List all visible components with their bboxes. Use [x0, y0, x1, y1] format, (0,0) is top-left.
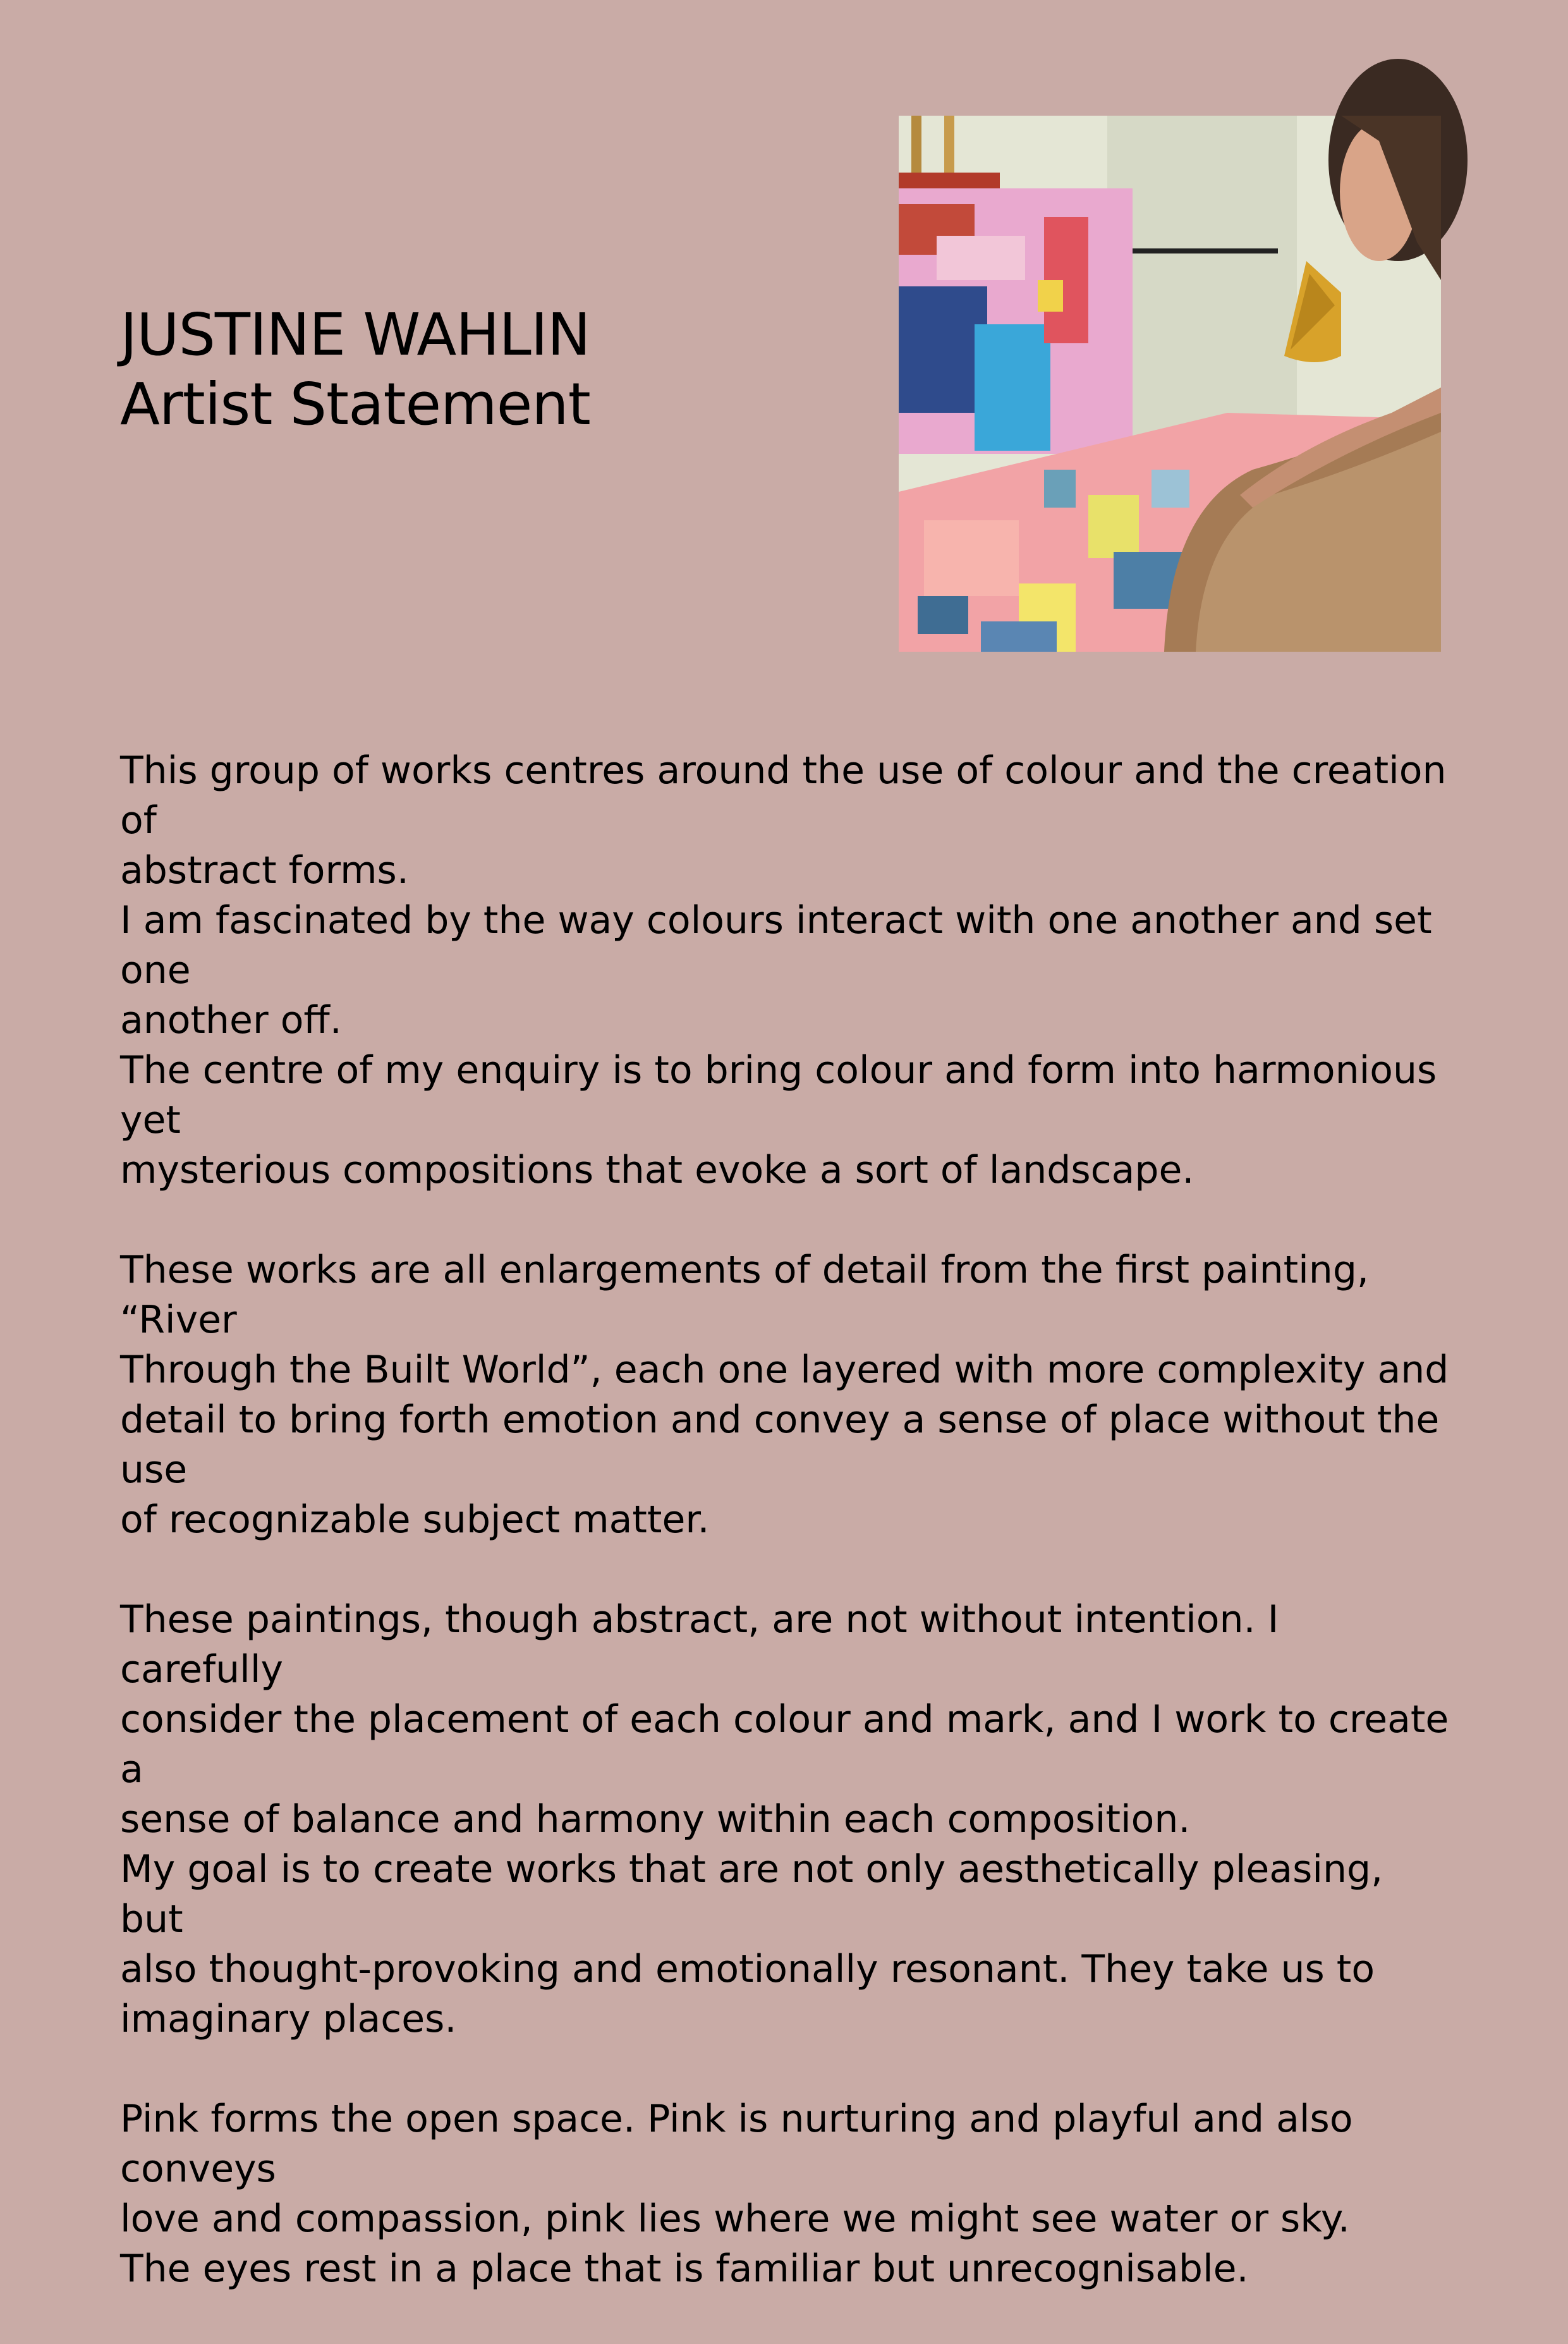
statement-line: These paintings, though abstract, are not without intention. I carefully	[120, 1597, 1279, 1692]
statement-line: also thought-provoking and emotionally resonant. They take us to	[120, 1947, 1375, 1991]
statement-line: sense of balance and harmony within each composition.	[120, 1797, 1191, 1841]
statement-line: mysterious compositions that evoke a sort of landscape.	[120, 1148, 1194, 1192]
statement-line: Through the Built World”, each one layered with more complexity and	[120, 1348, 1449, 1392]
statement-line: This group of works centres around the use of colour and the creation of	[120, 748, 1447, 843]
statement-line: of recognizable subject matter.	[120, 1498, 710, 1542]
artist-with-paintings-photo-icon	[899, 116, 1441, 652]
statement-paragraph-3	[120, 1595, 1454, 2044]
page-header	[120, 300, 689, 439]
page-title: Artist Statement	[120, 370, 590, 438]
statement-paragraph-1	[120, 746, 1454, 1195]
statement-line: detail to bring forth emotion and convey a sense of place without the use	[120, 1398, 1440, 1492]
statement-line: abstract forms.	[120, 848, 409, 893]
statement-line: The centre of my enquiry is to bring colour and form into harmonious yet	[120, 1048, 1437, 1142]
artist-statement	[120, 746, 1454, 2344]
statement-paragraph-2	[120, 1245, 1454, 1545]
statement-line: consider the placement of each colour and mark, and I work to create a	[120, 1697, 1449, 1792]
statement-line: another off.	[120, 998, 342, 1042]
statement-line: imaginary places.	[120, 1997, 457, 2041]
statement-paragraph-4	[120, 2094, 1454, 2294]
statement-line: love and compassion, pink lies where we might see water or sky.	[120, 2197, 1350, 2241]
statement-line: Pink forms the open space. Pink is nurturing and playful and also conveys	[120, 2097, 1353, 2191]
statement-line: My goal is to create works that are not only aesthetically pleasing, but	[120, 1847, 1383, 1941]
statement-line: The eyes rest in a place that is familiar but unrecognisable.	[120, 2247, 1249, 2291]
artist-name: JUSTINE WAHLIN	[120, 301, 590, 369]
statement-line: These works are all enlargements of detail from the first painting, “River	[120, 1248, 1369, 1342]
statement-line: I am fascinated by the way colours interact with one another and set one	[120, 898, 1432, 992]
artist-photo	[899, 116, 1441, 652]
